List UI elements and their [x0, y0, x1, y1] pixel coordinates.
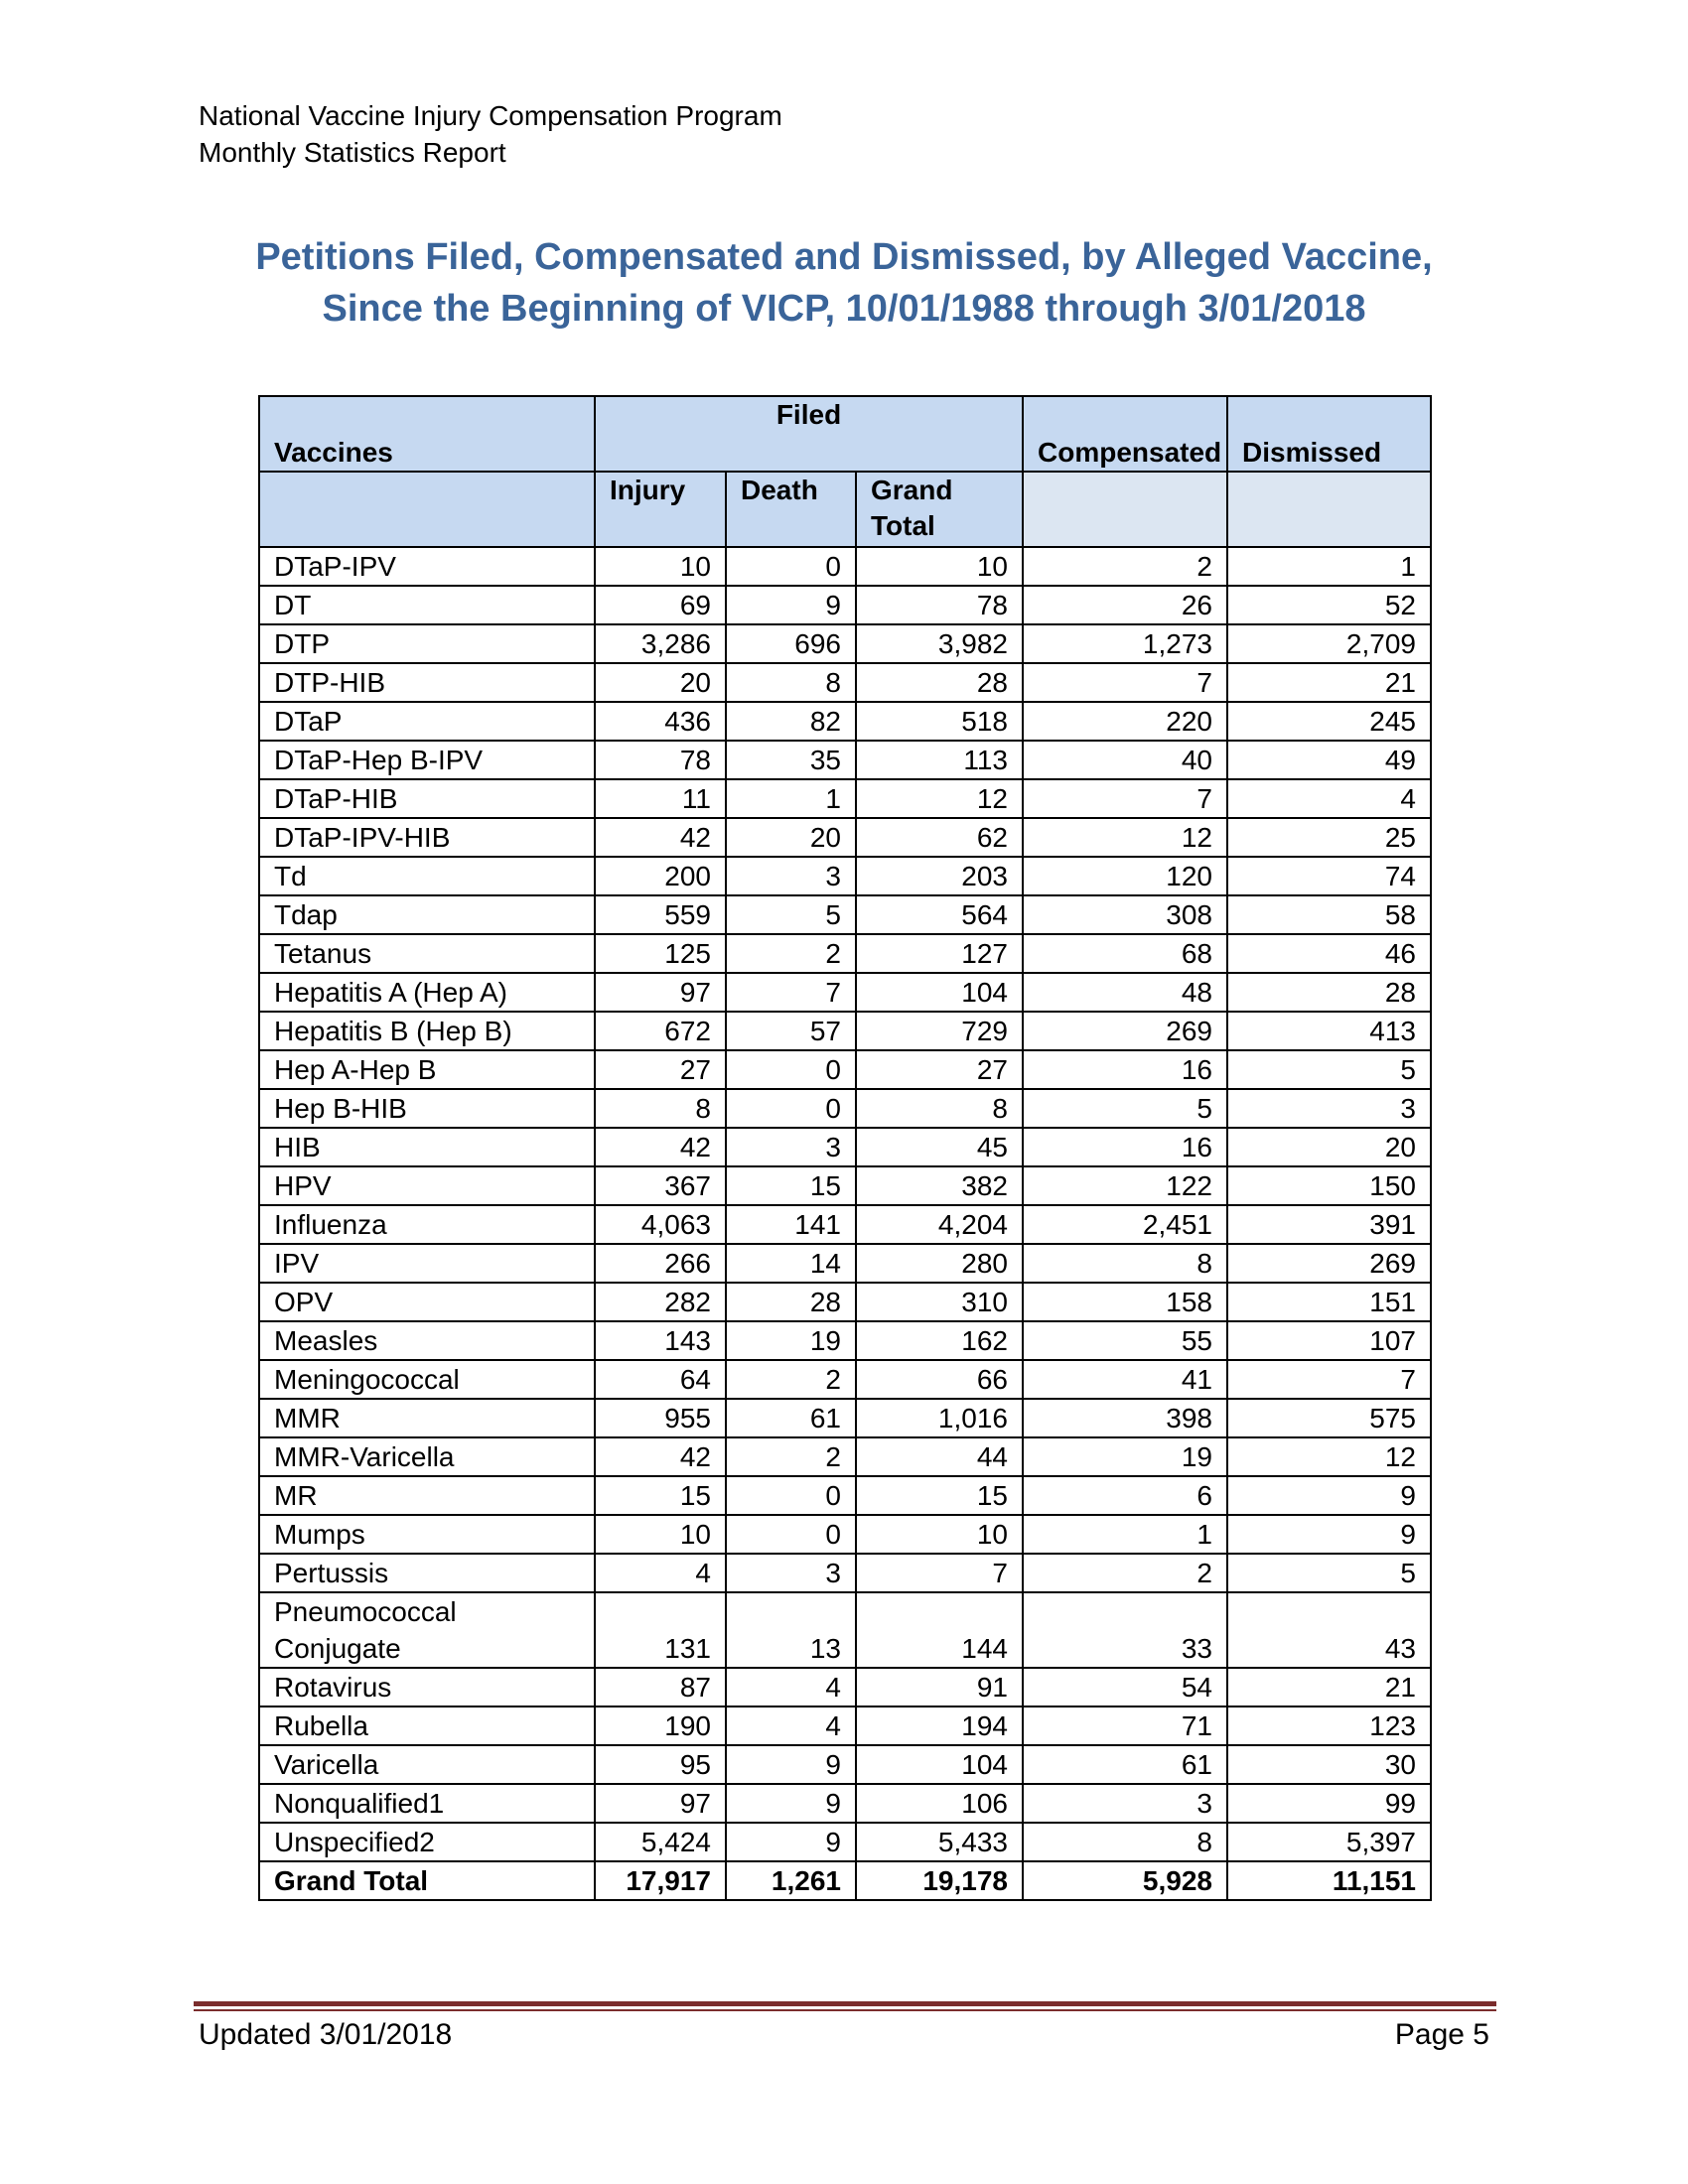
- table-row: [259, 1592, 1431, 1668]
- filed-header: Filed: [595, 396, 1023, 472]
- injury-cell: 15: [595, 1476, 726, 1515]
- dismissed-cell: 11,151: [1227, 1861, 1431, 1900]
- vaccine-name: Mumps: [259, 1515, 595, 1554]
- table-row: [259, 1476, 1431, 1515]
- injury-cell: 282: [595, 1283, 726, 1321]
- injury-cell: 200: [595, 857, 726, 895]
- table-row: [259, 1050, 1431, 1089]
- injury-cell: 955: [595, 1399, 726, 1437]
- compensated-cell: 8: [1023, 1823, 1227, 1861]
- table-row: [259, 895, 1431, 934]
- dismissed-cell: 4: [1227, 779, 1431, 818]
- compensated-cell: 5: [1023, 1089, 1227, 1128]
- vaccine-name: HPV: [259, 1166, 595, 1205]
- dismissed-cell: 99: [1227, 1784, 1431, 1823]
- table-row: [259, 1321, 1431, 1360]
- dismissed-cell: 46: [1227, 934, 1431, 973]
- dismissed-cell: 43: [1227, 1592, 1431, 1668]
- table-row: [259, 586, 1431, 624]
- table-row: [259, 818, 1431, 857]
- vaccine-name: Measles: [259, 1321, 595, 1360]
- table-row: [259, 973, 1431, 1012]
- vaccine-name: DTP: [259, 624, 595, 663]
- grand-total-cell: 280: [856, 1244, 1023, 1283]
- grand-total-cell: 7: [856, 1554, 1023, 1592]
- death-cell: 2: [726, 1360, 856, 1399]
- injury-cell: 69: [595, 586, 726, 624]
- header-row-1: [259, 396, 1431, 472]
- dismissed-cell: 123: [1227, 1706, 1431, 1745]
- dismissed-cell: 3: [1227, 1089, 1431, 1128]
- injury-cell: 11: [595, 779, 726, 818]
- grand-total-cell: 1,016: [856, 1399, 1023, 1437]
- grand-total-cell: 310: [856, 1283, 1023, 1321]
- table-row: [259, 1244, 1431, 1283]
- grand-total-cell: 28: [856, 663, 1023, 702]
- death-cell: 28: [726, 1283, 856, 1321]
- report-header: [199, 97, 782, 171]
- vaccine-name: Tetanus: [259, 934, 595, 973]
- updated-date: Updated 3/01/2018: [199, 2018, 453, 2051]
- vaccine-name: Hep B-HIB: [259, 1089, 595, 1128]
- dismissed-cell: 413: [1227, 1012, 1431, 1050]
- compensated-cell: 8: [1023, 1244, 1227, 1283]
- dismissed-cell: 5,397: [1227, 1823, 1431, 1861]
- compensated-cell: 33: [1023, 1592, 1227, 1668]
- table-row: [259, 1399, 1431, 1437]
- vaccine-name: MMR-Varicella: [259, 1437, 595, 1476]
- dismissed-cell: 58: [1227, 895, 1431, 934]
- death-cell: 7: [726, 973, 856, 1012]
- death-cell: 15: [726, 1166, 856, 1205]
- table-body: [259, 547, 1431, 1900]
- grand-total-cell: 78: [856, 586, 1023, 624]
- death-cell: 82: [726, 702, 856, 741]
- vaccine-name: Unspecified2: [259, 1823, 595, 1861]
- injury-cell: 5,424: [595, 1823, 726, 1861]
- injury-cell: 42: [595, 1128, 726, 1166]
- compensated-cell: 7: [1023, 779, 1227, 818]
- grand-total-header-line2: Total: [871, 510, 935, 541]
- injury-cell: 436: [595, 702, 726, 741]
- death-cell: 141: [726, 1205, 856, 1244]
- compensated-cell: 220: [1023, 702, 1227, 741]
- vaccine-name: Hepatitis B (Hep B): [259, 1012, 595, 1050]
- injury-cell: 143: [595, 1321, 726, 1360]
- dismissed-header-blank: [1227, 472, 1431, 547]
- vaccine-name: Rotavirus: [259, 1668, 595, 1706]
- table-row: [259, 624, 1431, 663]
- grand-total-cell: 66: [856, 1360, 1023, 1399]
- death-header: Death: [726, 472, 856, 547]
- vaccine-statistics-table: [258, 395, 1432, 1901]
- compensated-cell: 68: [1023, 934, 1227, 973]
- grand-total-cell: 518: [856, 702, 1023, 741]
- vaccine-name: DT: [259, 586, 595, 624]
- death-cell: 5: [726, 895, 856, 934]
- death-cell: 696: [726, 624, 856, 663]
- vaccine-name: HIB: [259, 1128, 595, 1166]
- injury-cell: 4,063: [595, 1205, 726, 1244]
- grand-total-cell: 564: [856, 895, 1023, 934]
- table-row: [259, 1706, 1431, 1745]
- death-cell: 20: [726, 818, 856, 857]
- table-row: [259, 779, 1431, 818]
- vaccine-name: Pneumococcal Conjugate: [259, 1592, 595, 1668]
- grand-total-cell: 91: [856, 1668, 1023, 1706]
- death-cell: 4: [726, 1668, 856, 1706]
- grand-total-cell: 194: [856, 1706, 1023, 1745]
- dismissed-cell: 52: [1227, 586, 1431, 624]
- injury-header: Injury: [595, 472, 726, 547]
- table-row: [259, 1128, 1431, 1166]
- grand-total-header-line1: Grand: [871, 475, 953, 505]
- death-cell: 2: [726, 934, 856, 973]
- vaccine-name: Grand Total: [259, 1861, 595, 1900]
- injury-cell: 42: [595, 818, 726, 857]
- grand-total-cell: 203: [856, 857, 1023, 895]
- grand-total-cell: 104: [856, 973, 1023, 1012]
- title-line-1: Petitions Filed, Compensated and Dismissed, by Alleged Vaccine,: [255, 236, 1433, 278]
- death-cell: 35: [726, 741, 856, 779]
- compensated-cell: 16: [1023, 1128, 1227, 1166]
- death-cell: 9: [726, 1745, 856, 1784]
- vaccine-name: DTaP-IPV: [259, 547, 595, 586]
- death-cell: 0: [726, 1050, 856, 1089]
- grand-total-cell: 3,982: [856, 624, 1023, 663]
- dismissed-cell: 391: [1227, 1205, 1431, 1244]
- injury-cell: 17,917: [595, 1861, 726, 1900]
- grand-total-cell: 4,204: [856, 1205, 1023, 1244]
- dismissed-cell: 9: [1227, 1515, 1431, 1554]
- compensated-cell: 5,928: [1023, 1861, 1227, 1900]
- footer-rule: [194, 2001, 1496, 2006]
- table-row: [259, 702, 1431, 741]
- report-name: Monthly Statistics Report: [199, 137, 506, 168]
- vaccine-name: OPV: [259, 1283, 595, 1321]
- compensated-cell: 12: [1023, 818, 1227, 857]
- compensated-cell: 7: [1023, 663, 1227, 702]
- grand-total-cell: 162: [856, 1321, 1023, 1360]
- compensated-cell: 71: [1023, 1706, 1227, 1745]
- compensated-cell: 16: [1023, 1050, 1227, 1089]
- compensated-cell: 1: [1023, 1515, 1227, 1554]
- injury-cell: 8: [595, 1089, 726, 1128]
- death-cell: 1,261: [726, 1861, 856, 1900]
- injury-cell: 367: [595, 1166, 726, 1205]
- table-row: [259, 1515, 1431, 1554]
- table-row: [259, 741, 1431, 779]
- dismissed-cell: 12: [1227, 1437, 1431, 1476]
- footer-rule-thin: [194, 2009, 1496, 2011]
- injury-cell: 131: [595, 1592, 726, 1668]
- page-number: Page 5: [1394, 2018, 1489, 2051]
- grand-total-cell: 62: [856, 818, 1023, 857]
- injury-cell: 672: [595, 1012, 726, 1050]
- injury-cell: 42: [595, 1437, 726, 1476]
- death-cell: 9: [726, 1784, 856, 1823]
- vaccine-name: Rubella: [259, 1706, 595, 1745]
- table-row: [259, 1283, 1431, 1321]
- program-name: National Vaccine Injury Compensation Program: [199, 100, 782, 131]
- grand-total-cell: 5,433: [856, 1823, 1023, 1861]
- death-cell: 0: [726, 1515, 856, 1554]
- dismissed-cell: 25: [1227, 818, 1431, 857]
- grand-total-cell: 44: [856, 1437, 1023, 1476]
- title-line-2: Since the Beginning of VICP, 10/01/1988 through 3/01/2018: [322, 288, 1366, 330]
- injury-cell: 97: [595, 1784, 726, 1823]
- death-cell: 0: [726, 547, 856, 586]
- vaccine-name: IPV: [259, 1244, 595, 1283]
- page-title: [149, 231, 1539, 335]
- compensated-cell: 2,451: [1023, 1205, 1227, 1244]
- table-row: [259, 1089, 1431, 1128]
- table-row: [259, 1360, 1431, 1399]
- table-row: [259, 1012, 1431, 1050]
- vaccine-name: DTaP-Hep B-IPV: [259, 741, 595, 779]
- dismissed-cell: 151: [1227, 1283, 1431, 1321]
- injury-cell: 97: [595, 973, 726, 1012]
- vaccine-name: MMR: [259, 1399, 595, 1437]
- table-row: [259, 1437, 1431, 1476]
- compensated-cell: 269: [1023, 1012, 1227, 1050]
- injury-cell: 4: [595, 1554, 726, 1592]
- death-cell: 13: [726, 1592, 856, 1668]
- table-row: [259, 1823, 1431, 1861]
- vaccine-name: Pertussis: [259, 1554, 595, 1592]
- compensated-cell: 40: [1023, 741, 1227, 779]
- compensated-cell: 6: [1023, 1476, 1227, 1515]
- dismissed-header: Dismissed: [1227, 396, 1431, 472]
- grand-total-cell: 104: [856, 1745, 1023, 1784]
- vaccine-name: Nonqualified1: [259, 1784, 595, 1823]
- injury-cell: 10: [595, 547, 726, 586]
- injury-cell: 266: [595, 1244, 726, 1283]
- dismissed-cell: 245: [1227, 702, 1431, 741]
- compensated-cell: 122: [1023, 1166, 1227, 1205]
- compensated-cell: 158: [1023, 1283, 1227, 1321]
- vaccines-header: Vaccines: [259, 396, 595, 472]
- compensated-cell: 41: [1023, 1360, 1227, 1399]
- dismissed-cell: 28: [1227, 973, 1431, 1012]
- grand-total-cell: 144: [856, 1592, 1023, 1668]
- vaccine-name: DTaP: [259, 702, 595, 741]
- vaccine-name: Meningococcal: [259, 1360, 595, 1399]
- death-cell: 19: [726, 1321, 856, 1360]
- grand-total-cell: 12: [856, 779, 1023, 818]
- death-cell: 3: [726, 1554, 856, 1592]
- dismissed-cell: 2,709: [1227, 624, 1431, 663]
- compensated-header: Compensated: [1023, 396, 1227, 472]
- compensated-cell: 3: [1023, 1784, 1227, 1823]
- death-cell: 0: [726, 1476, 856, 1515]
- grand-total-cell: 19,178: [856, 1861, 1023, 1900]
- compensated-cell: 61: [1023, 1745, 1227, 1784]
- compensated-cell: 2: [1023, 1554, 1227, 1592]
- compensated-header-blank: [1023, 472, 1227, 547]
- dismissed-cell: 5: [1227, 1554, 1431, 1592]
- compensated-cell: 308: [1023, 895, 1227, 934]
- vaccine-name: Td: [259, 857, 595, 895]
- table-row: [259, 1784, 1431, 1823]
- table-row: [259, 857, 1431, 895]
- grand-total-cell: 27: [856, 1050, 1023, 1089]
- death-cell: 9: [726, 1823, 856, 1861]
- injury-cell: 87: [595, 1668, 726, 1706]
- dismissed-cell: 575: [1227, 1399, 1431, 1437]
- compensated-cell: 48: [1023, 973, 1227, 1012]
- vaccine-name: Influenza: [259, 1205, 595, 1244]
- dismissed-cell: 20: [1227, 1128, 1431, 1166]
- vaccine-name: DTP-HIB: [259, 663, 595, 702]
- grand-total-cell: 10: [856, 1515, 1023, 1554]
- dismissed-cell: 5: [1227, 1050, 1431, 1089]
- death-cell: 9: [726, 586, 856, 624]
- death-cell: 61: [726, 1399, 856, 1437]
- vaccine-name: Hep A-Hep B: [259, 1050, 595, 1089]
- header-row-2: [259, 472, 1431, 547]
- dismissed-cell: 49: [1227, 741, 1431, 779]
- injury-cell: 20: [595, 663, 726, 702]
- injury-cell: 10: [595, 1515, 726, 1554]
- table-row: [259, 1166, 1431, 1205]
- vaccine-name: DTaP-HIB: [259, 779, 595, 818]
- compensated-cell: 26: [1023, 586, 1227, 624]
- dismissed-cell: 9: [1227, 1476, 1431, 1515]
- vaccines-header-blank: [259, 472, 595, 547]
- dismissed-cell: 74: [1227, 857, 1431, 895]
- injury-cell: 3,286: [595, 624, 726, 663]
- vaccine-name: Varicella: [259, 1745, 595, 1784]
- compensated-cell: 54: [1023, 1668, 1227, 1706]
- grand-total-cell: 15: [856, 1476, 1023, 1515]
- injury-cell: 559: [595, 895, 726, 934]
- grand-total-cell: 729: [856, 1012, 1023, 1050]
- dismissed-cell: 150: [1227, 1166, 1431, 1205]
- grand-total-cell: 382: [856, 1166, 1023, 1205]
- grand-total-cell: 106: [856, 1784, 1023, 1823]
- dismissed-cell: 21: [1227, 1668, 1431, 1706]
- death-cell: 3: [726, 857, 856, 895]
- table-row: [259, 663, 1431, 702]
- death-cell: 3: [726, 1128, 856, 1166]
- death-cell: 1: [726, 779, 856, 818]
- death-cell: 4: [726, 1706, 856, 1745]
- grand-total-cell: 45: [856, 1128, 1023, 1166]
- dismissed-cell: 7: [1227, 1360, 1431, 1399]
- table-row: [259, 934, 1431, 973]
- grand-total-cell: 8: [856, 1089, 1023, 1128]
- table-row: [259, 1668, 1431, 1706]
- vaccine-name: Tdap: [259, 895, 595, 934]
- grand-total-cell: 127: [856, 934, 1023, 973]
- dismissed-cell: 107: [1227, 1321, 1431, 1360]
- injury-cell: 78: [595, 741, 726, 779]
- grand-total-row: [259, 1861, 1431, 1900]
- grand-total-cell: 10: [856, 547, 1023, 586]
- vaccine-name: MR: [259, 1476, 595, 1515]
- vaccine-name: DTaP-IPV-HIB: [259, 818, 595, 857]
- compensated-cell: 120: [1023, 857, 1227, 895]
- death-cell: 57: [726, 1012, 856, 1050]
- injury-cell: 125: [595, 934, 726, 973]
- compensated-cell: 55: [1023, 1321, 1227, 1360]
- death-cell: 2: [726, 1437, 856, 1476]
- grand-total-cell: 113: [856, 741, 1023, 779]
- table-row: [259, 1205, 1431, 1244]
- compensated-cell: 1,273: [1023, 624, 1227, 663]
- injury-cell: 27: [595, 1050, 726, 1089]
- compensated-cell: 398: [1023, 1399, 1227, 1437]
- dismissed-cell: 1: [1227, 547, 1431, 586]
- compensated-cell: 2: [1023, 547, 1227, 586]
- death-cell: 14: [726, 1244, 856, 1283]
- death-cell: 0: [726, 1089, 856, 1128]
- table-row: [259, 547, 1431, 586]
- dismissed-cell: 269: [1227, 1244, 1431, 1283]
- death-cell: 8: [726, 663, 856, 702]
- dismissed-cell: 30: [1227, 1745, 1431, 1784]
- compensated-cell: 19: [1023, 1437, 1227, 1476]
- grand-total-header: [856, 472, 1023, 547]
- injury-cell: 95: [595, 1745, 726, 1784]
- table-row: [259, 1745, 1431, 1784]
- table-row: [259, 1554, 1431, 1592]
- injury-cell: 64: [595, 1360, 726, 1399]
- vaccine-name: Hepatitis A (Hep A): [259, 973, 595, 1012]
- injury-cell: 190: [595, 1706, 726, 1745]
- dismissed-cell: 21: [1227, 663, 1431, 702]
